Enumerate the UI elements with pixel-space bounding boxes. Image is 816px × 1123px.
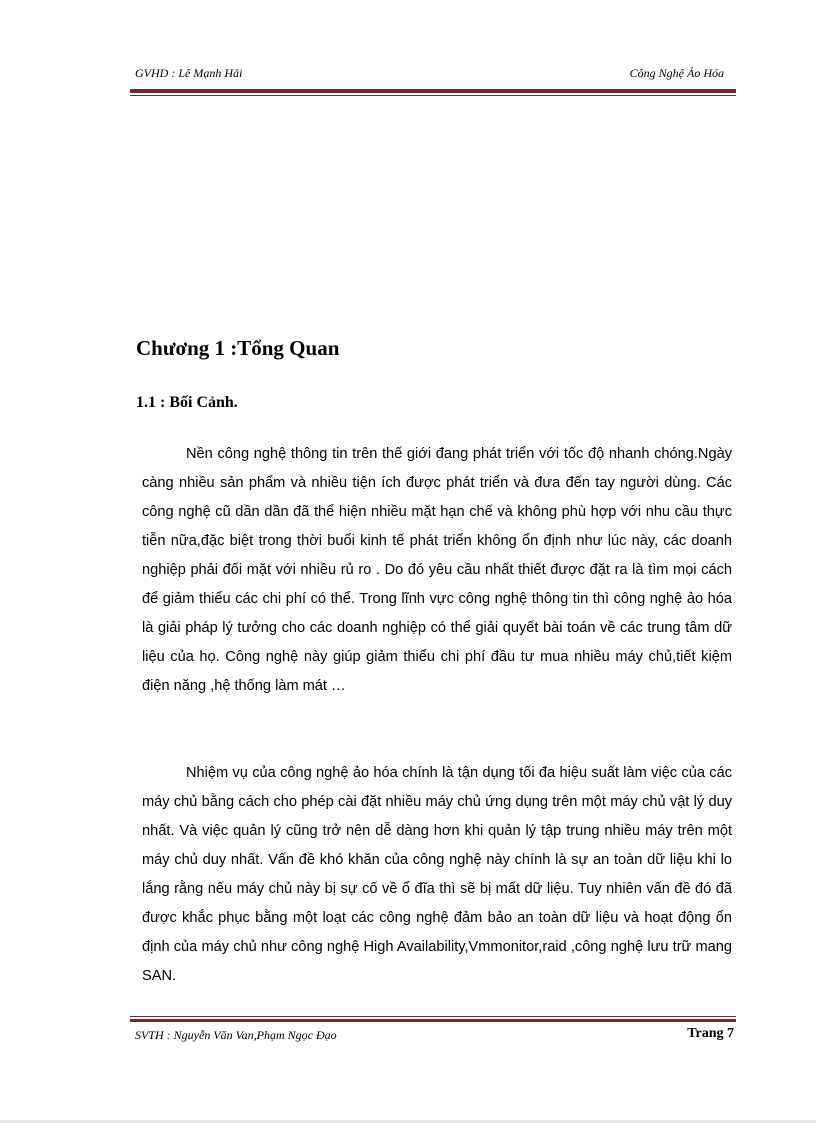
- paragraph-background: Nền công nghệ thông tin trên thế giới đang phát triển với tốc độ nhanh chóng.Ngày càng nhiều sản phẩm và nhiều tiện ích được phát triển và đưa đến tay người dùng. Các công nghệ cũ dần dần đã thể hiện nhiều mặt hạn chế và không phù hợp với nhu cầu thực tiễn nữa,đặc biệt trong thời buổi kinh tế phát triển không ổn định như lúc này, các doanh nghiệp phải đối mặt với nhiều rủ ro . Do đó yêu cầu nhất thiết được đặt ra là tìm mọi cách để giảm thiểu các chi phí có thể. Trong lĩnh vực công nghệ thông tin thì công nghệ ảo hóa là giải pháp lý tưởng cho các doanh nghiệp có thể giải quyết bài toán về các trung tâm dữ liệu của họ. Công nghệ này giúp giảm thiểu chi phí đầu tư mua nhiều máy chủ,tiết kiệm điện năng ,hệ thống làm mát …: [142, 446, 732, 694]
- section-title: 1.1 : Bối Cảnh.: [136, 394, 238, 411]
- header-rule-thin: [130, 95, 736, 96]
- header-rule-thick: [130, 89, 736, 93]
- chapter-title: Chương 1 :Tổng Quan: [136, 336, 340, 360]
- header-instructor: GVHD : Lê Mạnh Hải: [135, 66, 243, 80]
- footer-rule-thin: [130, 1016, 736, 1017]
- header-document-title: Công Nghệ Ảo Hóa: [629, 66, 724, 80]
- footer-students: SVTH : Nguyễn Văn Van,Phạm Ngọc Đạo: [135, 1028, 337, 1042]
- footer-rule-thick: [130, 1019, 736, 1022]
- paragraph-mission: Nhiệm vụ của công nghệ ảo hóa chính là tận dụng tối đa hiệu suất làm việc của các máy chủ bằng cách cho phép cài đặt nhiều máy chủ ứng dụng trên một máy chủ vật lý duy nhất. Và việc quản lý cũng trở nên dễ dàng hơn khi quản lý tập trung nhiều máy trên một máy chủ duy nhất. Vấn đề khó khăn của công nghệ này chính là sự an toàn dữ liệu khi lo lắng rằng nếu máy chủ này bị sự cố về ổ đĩa thì sẽ bị mất dữ liệu. Tuy nhiên vấn đề đó đã được khắc phục bằng một loạt các công nghệ đảm bảo an toàn dữ liệu và hoạt động ổn định của máy chủ như công nghệ High Availability,Vmmonitor,raid ,công nghệ lưu trữ mang SAN.: [142, 765, 732, 984]
- page-number: Trang 7: [687, 1026, 734, 1041]
- page-header: [130, 66, 734, 84]
- page-footer: [130, 1026, 736, 1046]
